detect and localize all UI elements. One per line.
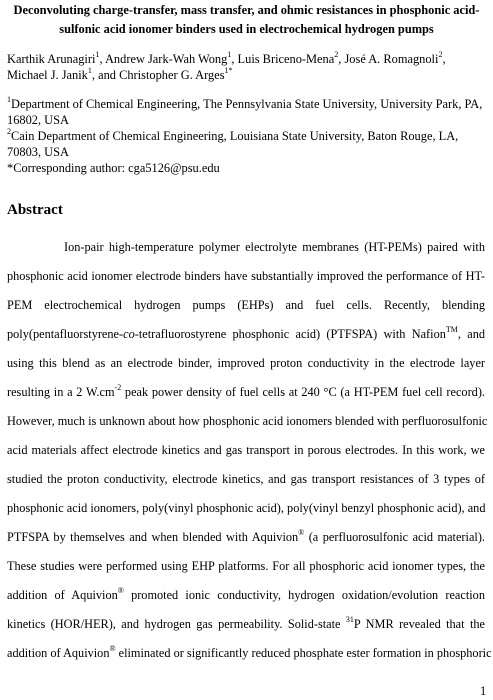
affiliation-marker: 1 [7,94,12,104]
author-name: , Luis Briceno-Mena [231,52,335,66]
author-line-2 [7,67,233,83]
abstract-line [7,643,492,661]
abstract-line: phosphonic acid ionomer electrode binders have substantially improved the performance of HT- [7,269,485,283]
abstract-line [7,326,485,342]
abstract-text-italic: co [123,327,135,341]
author-line-1 [7,51,446,67]
abstract-line: phosphonic acid ionomers, poly(vinyl phosphonic acid), poly(vinyl benzyl phosphonic acid), and [7,501,486,515]
registered-symbol: ® [109,643,116,653]
abstract-text: PTFSPA by themselves and when blended with Aquivion [7,530,299,544]
page-number: 1 [480,684,487,698]
abstract-text: P NMR revealed that the [353,617,485,631]
author-name: Karthik Arunagiri [7,52,96,66]
corresponding-author: *Corresponding author: cga5126@psu.edu [7,161,220,175]
abstract-text: poly(pentafluorstyrene- [7,327,124,341]
abstract-text: addition of Aquivion [7,646,110,660]
paper-title: Deconvoluting charge-transfer, mass transfer, and ohmic resistances in phosphonic acid-sulfonic acid ionomer binders used in electrochemical hydrogen pumps [13,3,480,36]
abstract-text: addition of Aquivion [7,588,118,602]
affiliation-1-line-2: 16802, USA [7,113,69,127]
abstract-text: eliminated or significantly reduced phosphate ester formation in phosphoric [115,646,492,660]
affiliation-1-line-1 [7,96,482,112]
affiliation-marker: 2 [334,49,339,59]
author-separator: , [442,52,446,66]
registered-symbol: ® [298,527,305,537]
abstract-line [7,384,485,400]
abstract-text: , and [457,327,485,341]
abstract-text: (a perfluorosulfonic acid material). [304,530,485,544]
affiliation-marker: 1 [87,65,92,75]
abstract-text: peak power density of fuel cells at 240 °C (a HT-PEM fuel cell record). [121,385,485,399]
affiliation-text: Department of Chemical Engineering, The Pennsylvania State University, University Park, PA, [11,97,483,111]
abstract-heading: Abstract [7,202,63,218]
abstract-line: Ion-pair high-temperature polymer electrolyte membranes (HT-PEMs) paired with [64,240,485,254]
abstract-text: kinetics (HOR/HER), and hydrogen gas permeability. Solid-state [7,617,346,631]
author-name: , and Christopher G. Arges [91,68,225,82]
abstract-line: PEM electrochemical hydrogen pumps (EHPs) and fuel cells. Recently, blending [7,298,485,312]
affiliation-marker: 2 [7,126,12,136]
affiliation-marker: 1 [227,49,232,59]
affiliation-text: Cain Department of Chemical Engineering, Louisiana State University, Baton Rouge, LA, [11,129,459,143]
abstract-text: resulting in a 2 W.cm [7,385,115,399]
unit-exponent: -2 [114,382,122,392]
abstract-line [7,529,485,545]
abstract-line [7,616,485,632]
abstract-line: acid materials affect electrode kinetics and gas transport in porous electrodes. In this work, we [7,443,485,457]
trademark-symbol: TM [445,324,458,334]
abstract-line: using this blend as an electrode binder, improved proton conductivity in the electrode layer [7,356,485,370]
affiliation-2-line-2: 70803, USA [7,145,69,159]
abstract-line: These studies were performed using EHP platforms. For all phosphoric acid ionomer types, the [7,559,485,573]
abstract-line: However, much is unknown about how phosphonic acid ionomers blended with perfluorosulfonic [7,414,488,428]
affiliation-marker: 1 [95,49,100,59]
isotope-number: 31 [345,614,354,624]
affiliation-marker: 1* [224,65,233,75]
affiliation-marker: 2 [438,49,443,59]
abstract-line [7,587,485,603]
affiliation-2-line-1 [7,128,458,144]
author-name: Michael J. Janik [7,68,88,82]
author-name: , Andrew Jark-Wah Wong [99,52,228,66]
registered-symbol: ® [117,585,124,595]
abstract-text: -tetrafluorostyrene phosphonic acid) (PTFSPA) with Nafion [134,327,446,341]
author-name: , José A. Romagnoli [338,52,439,66]
abstract-text: promoted ionic conductivity, hydrogen oxidation/evolution reaction [123,588,485,602]
abstract-line: studied the proton conductivity, electrode kinetics, and gas transport resistances of 3 types of [7,472,485,486]
